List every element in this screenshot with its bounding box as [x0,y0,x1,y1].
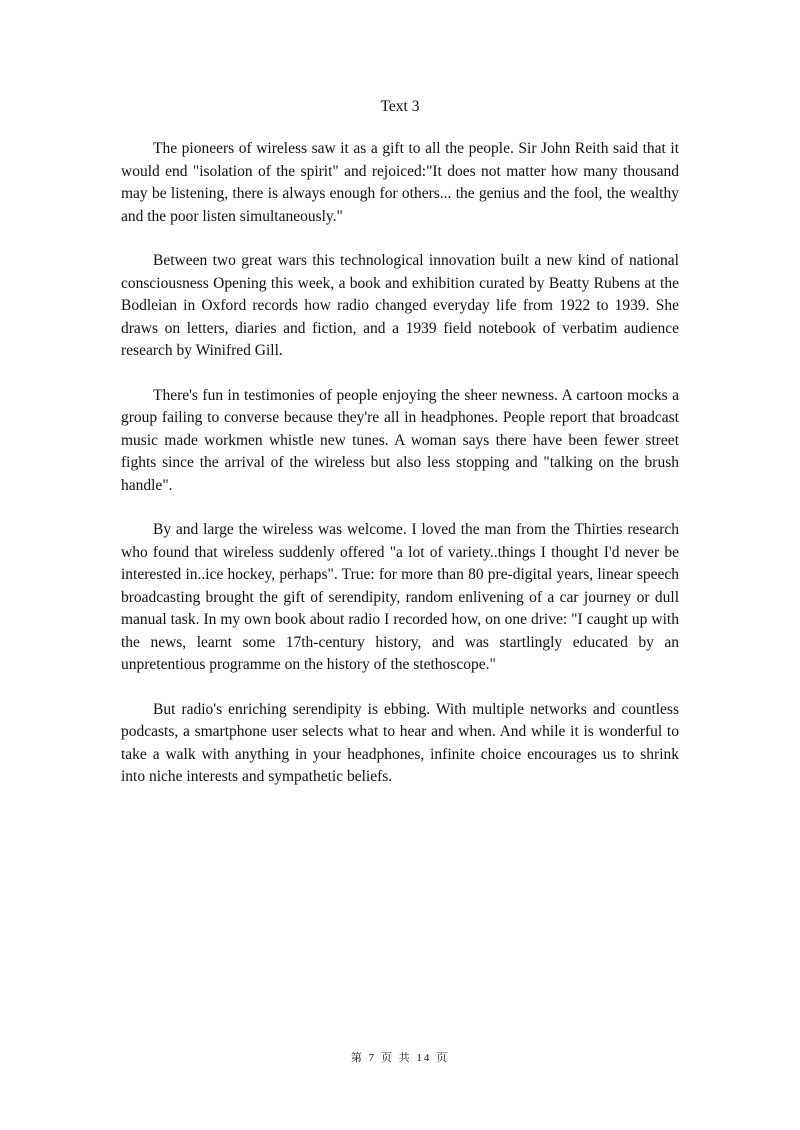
paragraph-4: By and large the wireless was welcome. I loved the man from the Thirties research who found that wireless suddenly offered "a lot of variety..things I thought I'd never be interested in..ice hockey, perhaps". True: for more than 80 pre-digital years, linear speech broadcasting brought the gift of serendipity, random enlivening of a car journey or dull manual task. In my own book about radio I recorded how, on one drive: "I caught up with the news, learnt some 17th-century history, and was startlingly educated by an unpretentious programme on the history of the stethoscope." [121,521,679,673]
paragraph-1: The pioneers of wireless saw it as a gift to all the people. Sir John Reith said that it would end "isolation of the spirit" and rejoiced:"It does not matter how many thousand may be listening, there is always enough for others... the genius and the fool, the wealthy and the poor listen simultaneously." [121,140,679,225]
paragraph-5: But radio's enriching serendipity is ebbing. With multiple networks and countless podcasts, a smartphone user selects what to hear and when. And while it is wonderful to take a walk with anything in your headphones, infinite choice encourages us to shrink into niche interests and sympathetic beliefs. [121,700,679,785]
paragraph-3: There's fun in testimonies of people enjoying the sheer newness. A cartoon mocks a group failing to converse because they're all in headphones. People report that broadcast music made workmen whistle new tunes. A woman says there have been fewer street fights since the arrival of the wireless but also less stopping and "talking on the brush handle". [121,386,679,494]
page-number-footer: 第 7 页 共 14 页 [350,1052,450,1064]
article-body [121,138,679,811]
paragraph-2: Between two great wars this technological innovation built a new kind of national consciousness Opening this week, a book and exhibition curated by Beatty Rubens at the Bodleian in Oxford records how radio changed everyday life from 1922 to 1939. She draws on letters, diaries and fiction, and a 1939 field notebook of verbatim audience research by Winifred Gill. [121,252,679,359]
page-title: Text 3 [380,98,420,115]
